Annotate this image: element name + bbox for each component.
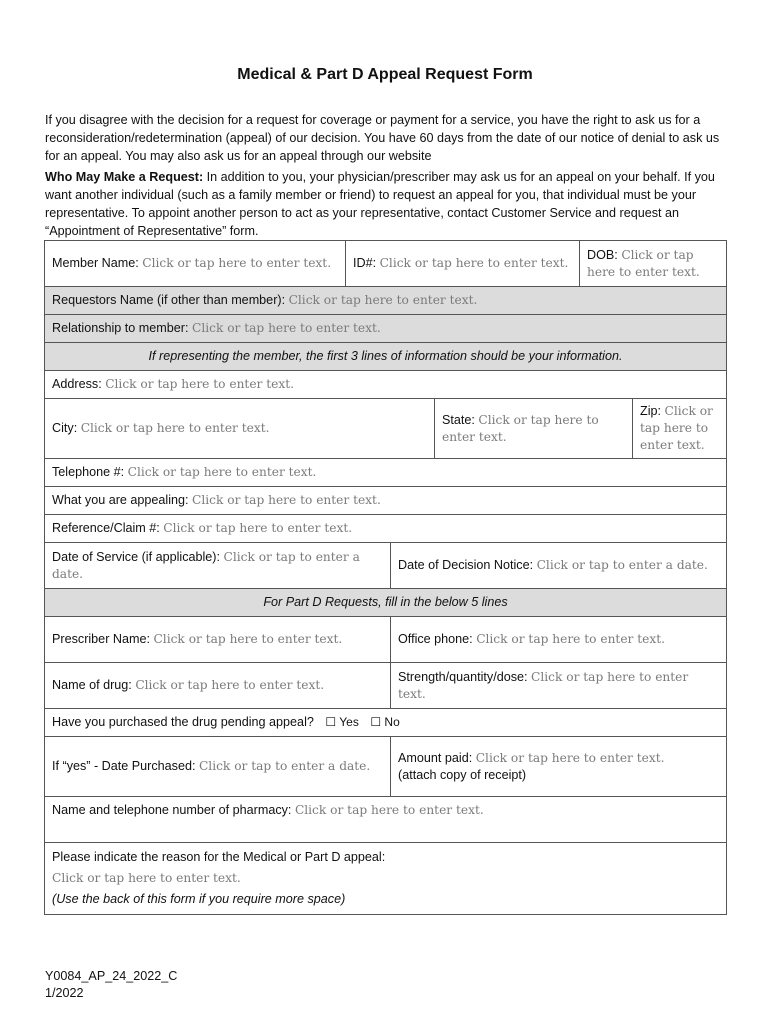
pharmacy-row — [45, 797, 727, 843]
dob-field[interactable]: Click or tap here to enter text. — [587, 247, 700, 279]
form-code: Y0084_AP_24_2022_C — [45, 969, 178, 983]
reference-cell[interactable]: Reference/Claim #: Click or tap here to enter text. — [45, 515, 727, 543]
city-state-zip-row — [45, 399, 727, 459]
date-of-decision-field[interactable]: Click or tap to enter a date. — [536, 558, 708, 572]
amount-paid-cell[interactable]: Amount paid: Click or tap here to enter text. (attach copy of receipt) — [391, 737, 727, 797]
attach-receipt-note: (attach copy of receipt) — [398, 767, 527, 782]
prescriber-row — [45, 617, 727, 663]
city-field[interactable]: Click or tap here to enter text. — [80, 421, 270, 435]
form-title: Medical & Part D Appeal Request Form — [237, 66, 533, 83]
date-of-decision-cell[interactable]: Date of Decision Notice: Click or tap to enter a date. — [391, 543, 727, 589]
reference-row — [45, 515, 727, 543]
back-of-form-note: (Use the back of this form if you require more space) — [52, 892, 346, 906]
yes-checkbox[interactable]: ☐ Yes — [325, 715, 359, 729]
prescriber-name-cell[interactable]: Prescriber Name: Click or tap here to enter text. — [45, 617, 391, 663]
office-phone-field[interactable]: Click or tap here to enter text. — [476, 632, 665, 646]
dob-cell[interactable]: DOB: Click or tap here to enter text. — [580, 241, 727, 287]
zip-cell[interactable]: Zip: Click or tap here to enter text. — [633, 399, 727, 459]
intro-paragraph: If you disagree with the decision for a request for coverage or payment for a service, you have the right to ask us for a reconsideration/redetermination (appeal) of our decision. You have 60 days from the date of our notice of denial to ask us for an appeal. You may also ask us for an appeal through our website — [45, 113, 720, 163]
telephone-field[interactable]: Click or tap here to enter text. — [127, 465, 317, 479]
requestor-name-field[interactable]: Click or tap here to enter text. — [288, 293, 478, 307]
who-may-request-text: In addition to you, your physician/prescriber may ask us for an appeal on your behalf. If you want another individual (such as a family member or friend) to request an appeal for you, that individual must be your representative. To appoint another person to act as your representative, contact Customer Service and request an “Appointment of Representative” form. — [45, 170, 715, 238]
address-row — [45, 371, 727, 399]
date-of-service-cell[interactable]: Date of Service (if applicable): Click or tap to enter a date. — [45, 543, 391, 589]
strength-cell[interactable]: Strength/quantity/dose: Click or tap here to enter text. — [391, 663, 727, 709]
state-field[interactable]: Click or tap here to enter text. — [442, 412, 599, 444]
relationship-field[interactable]: Click or tap here to enter text. — [192, 321, 381, 335]
pharmacy-field[interactable]: Click or tap here to enter text. — [294, 803, 484, 817]
drug-name-field[interactable]: Click or tap here to enter text. — [135, 678, 325, 692]
reason-field[interactable]: Click or tap here to enter text. — [52, 871, 241, 885]
telephone-row — [45, 459, 727, 487]
footer — [45, 968, 177, 1002]
part-d-note: For Part D Requests, fill in the below 5 lines — [45, 589, 727, 617]
appealing-row — [45, 487, 727, 515]
address-cell[interactable]: Address: Click or tap here to enter text. — [45, 371, 727, 399]
no-checkbox[interactable]: ☐ No — [370, 715, 400, 729]
requestor-name-cell[interactable]: Requestors Name (if other than member): Click or tap here to enter text. — [45, 287, 727, 315]
member-row — [45, 241, 727, 287]
dates-row — [45, 543, 727, 589]
id-cell[interactable]: ID#: Click or tap here to enter text. — [346, 241, 580, 287]
form-date: 1/2022 — [45, 986, 84, 1000]
who-may-request-paragraph — [45, 168, 735, 240]
drug-name-cell[interactable]: Name of drug: Click or tap here to enter text. — [45, 663, 391, 709]
date-purchased-cell[interactable]: If “yes” - Date Purchased: Click or tap to enter a date. — [45, 737, 391, 797]
zip-field[interactable]: Click or tap here to enter text. — [640, 404, 713, 452]
relationship-cell[interactable]: Relationship to member: Click or tap here to enter text. — [45, 315, 727, 343]
who-may-request-heading: Who May Make a Request: — [45, 170, 204, 184]
reference-field[interactable]: Click or tap here to enter text. — [163, 521, 353, 535]
purchased-cell — [45, 709, 727, 737]
drug-row — [45, 663, 727, 709]
date-purchased-row — [45, 737, 727, 797]
date-purchased-field[interactable]: Click or tap to enter a date. — [198, 759, 371, 773]
state-cell[interactable]: State: Click or tap here to enter text. — [435, 399, 633, 459]
part-d-note-row — [45, 589, 727, 617]
member-name-field[interactable]: Click or tap here to enter text. — [142, 256, 332, 270]
appealing-field[interactable]: Click or tap here to enter text. — [192, 493, 381, 507]
address-field[interactable]: Click or tap here to enter text. — [105, 377, 294, 391]
reason-cell[interactable] — [45, 843, 727, 915]
appeal-form-table — [44, 240, 727, 915]
office-phone-cell[interactable]: Office phone: Click or tap here to enter text. — [391, 617, 727, 663]
city-cell[interactable]: City: Click or tap here to enter text. — [45, 399, 435, 459]
prescriber-name-field[interactable]: Click or tap here to enter text. — [153, 632, 343, 646]
date-of-service-field[interactable]: Click or tap to enter a date. — [52, 549, 360, 581]
relationship-row — [45, 315, 727, 343]
purchased-question: Have you purchased the drug pending appeal? — [52, 715, 314, 729]
pharmacy-cell[interactable]: Name and telephone number of pharmacy: Click or tap here to enter text. — [45, 797, 727, 843]
member-name-cell[interactable]: Member Name: Click or tap here to enter text. — [45, 241, 346, 287]
id-field[interactable]: Click or tap here to enter text. — [379, 256, 569, 270]
strength-field[interactable]: Click or tap here to enter text. — [398, 669, 689, 701]
telephone-cell[interactable]: Telephone #: Click or tap here to enter text. — [45, 459, 727, 487]
representing-note-row — [45, 343, 727, 371]
reason-row — [45, 843, 727, 915]
appealing-cell[interactable]: What you are appealing: Click or tap here to enter text. — [45, 487, 727, 515]
purchased-row — [45, 709, 727, 737]
representing-note: If representing the member, the first 3 lines of information should be your information. — [45, 343, 727, 371]
amount-paid-field[interactable]: Click or tap here to enter text. — [475, 750, 665, 765]
requestor-row — [45, 287, 727, 315]
reason-label: Please indicate the reason for the Medical or Part D appeal: — [52, 850, 386, 864]
